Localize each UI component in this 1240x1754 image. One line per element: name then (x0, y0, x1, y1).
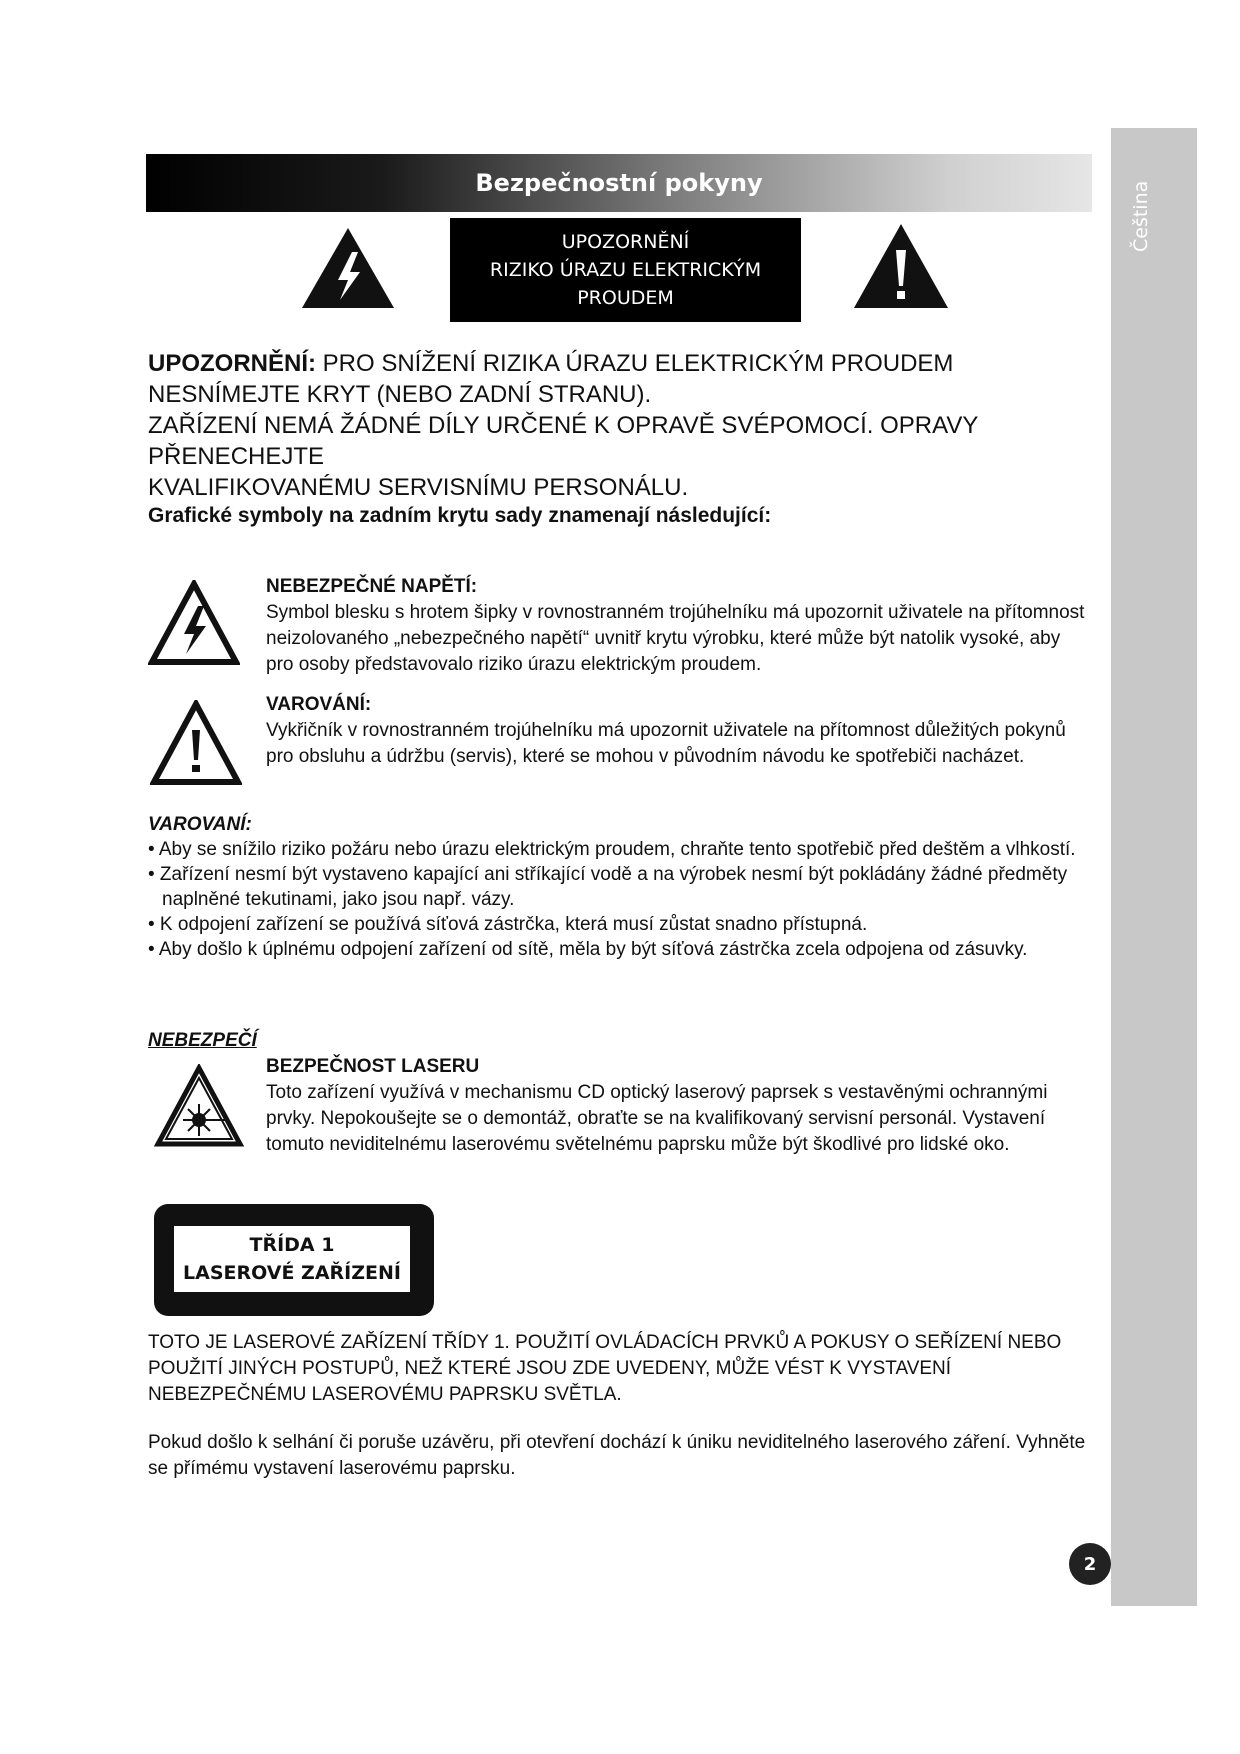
warning-box-line3: PROUDEM (577, 287, 674, 309)
symbol-text-warning: Vykřičník v rovnostranném trojúhelníku má upozornit uživatele na přítomnost důležitých pokynů pro obsluhu a údržbu (servis), které se mohou v původním návodu ke spotřebiči nacházet. (266, 720, 1066, 767)
section-header (146, 154, 1092, 212)
warnings-list (148, 812, 1088, 962)
caution-notice (148, 348, 1088, 503)
electric-shock-warning-box (450, 218, 801, 322)
laser-safety-section (266, 1054, 1066, 1158)
list-item: • Aby se snížilo riziko požáru nebo úrazu elektrickým proudem, chraňte tento spotřebič před deštěm a vlhkostí. (148, 839, 1076, 860)
laser-label-line1: TŘÍDA 1 (249, 1234, 335, 1256)
lightning-triangle-icon (300, 226, 396, 310)
caution-line4: PŘENECHEJTE (148, 443, 325, 470)
language-sidebar (1111, 128, 1197, 1606)
laser-safety-title: BEZPEČNOST LASERU (266, 1056, 480, 1077)
caution-line1: PRO SNÍŽENÍ RIZIKA ÚRAZU ELEKTRICKÝM PROUDEM (316, 350, 954, 377)
danger-heading: NEBEZPEČÍ (148, 1030, 257, 1051)
warning-box-line1: UPOZORNĚNÍ (561, 231, 690, 253)
exclamation-outline-icon (150, 700, 242, 786)
exclamation-triangle-icon (852, 222, 950, 310)
class1-paragraph: TOTO JE LASEROVÉ ZAŘÍZENÍ TŘÍDY 1. POUŽITÍ OVLÁDACÍCH PRVKŮ A POKUSY O SEŘÍZENÍ NEBO POUŽITÍ JINÝCH POSTUPŮ, NEŽ KTERÉ JSOU ZDE UVEDENY, MŮŽE VÉST K VYSTAVENÍ NEBEZPEČNÉMU LASEROVÉMU PAPRSKU SVĚTLA. (148, 1332, 1062, 1405)
list-item: • Zařízení nesmí být vystaveno kapající ani stříkající vodě a na výrobek nesmí být pokládány žádné předměty naplněné tekutinami, jako jsou např. vázy. (148, 864, 1068, 910)
laser-safety-text: Toto zařízení využívá v mechanismu CD optický laserový paprsek s vestavěnými ochrannými prvky. Nepokoušejte se o demontáž, obraťte se na kvalifikovaný servisní personál. Vystavení tomuto neviditelnému laserovému světelnému paprsku může být škodlivé pro lidské oko. (266, 1082, 1048, 1155)
symbol-title-voltage: NEBEZPEČNÉ NAPĚTÍ: (266, 576, 478, 597)
symbol-title-warning: VAROVÁNÍ: (266, 694, 372, 715)
warnings-heading: VAROVANÍ: (148, 814, 252, 835)
laser-warning-icon (154, 1064, 244, 1148)
class1-laser-label (154, 1204, 434, 1316)
caution-line3: ZAŘÍZENÍ NEMÁ ŽÁDNÉ DÍLY URČENÉ K OPRAVĚ SVÉPOMOCÍ. OPRAVY (148, 412, 979, 439)
caution-line2: NESNÍMEJTE KRYT (NEBO ZADNÍ STRANU). (148, 381, 652, 408)
symbols-intro: Grafické symboly na zadním krytu sady znamenají následující: (148, 504, 772, 527)
warning-box-line2: RIZIKO ÚRAZU ELEKTRICKÝM (489, 259, 762, 281)
caution-label: UPOZORNĚNÍ: (148, 350, 316, 377)
page-number: 2 (1069, 1543, 1111, 1585)
symbol-row-warning (148, 692, 1088, 792)
symbol-row-voltage (148, 574, 1088, 674)
laser-label-line2: LASEROVÉ ZAŘÍZENÍ (183, 1262, 401, 1284)
caution-line5: KVALIFIKOVANÉMU SERVISNÍMU PERSONÁLU. (148, 474, 689, 501)
lightning-outline-icon (148, 580, 240, 666)
page-title: Bezpečnostní pokyny (475, 169, 763, 197)
fault-paragraph: Pokud došlo k selhání či poruše uzávěru, při otevření dochází k úniku neviditelného laserového záření. Vyhněte se přímému vystavení laserovému paprsku. (148, 1432, 1086, 1479)
language-label: Čeština (1130, 180, 1152, 252)
symbol-text-voltage: Symbol blesku s hrotem šipky v rovnostranném trojúhelníku má upozornit uživatele na přítomnost neizolovaného „nebezpečného napětí“ uvnitř krytu výrobku, které může být natolik vysoké, aby pro osoby představovalo riziko úrazu elektrickým proudem. (266, 602, 1085, 675)
list-item: • K odpojení zařízení se používá síťová zástrčka, která musí zůstat snadno přístupná. (148, 914, 868, 935)
list-item: • Aby došlo k úplnému odpojení zařízení od sítě, měla by být síťová zástrčka zcela odpojena od zásuvky. (148, 939, 1028, 960)
